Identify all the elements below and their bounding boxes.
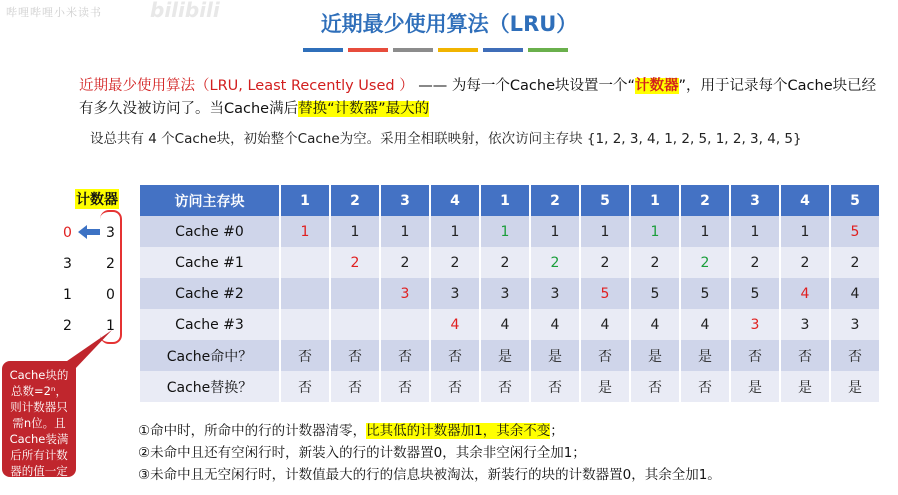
- table-cell: 1: [531, 216, 579, 247]
- table-cell: 否: [481, 371, 529, 402]
- table-cell: 3: [731, 309, 779, 340]
- color-bar-4: [483, 48, 523, 52]
- table-row: [140, 216, 879, 247]
- table-cell: 5: [631, 278, 679, 309]
- row-label: Cache命中？: [140, 340, 279, 371]
- table-cell: 否: [531, 371, 579, 402]
- rules-list: [138, 420, 898, 486]
- color-bar-0: [303, 48, 343, 52]
- table-cell: 1: [281, 216, 329, 247]
- table-cell: 否: [381, 371, 429, 402]
- table-row: [140, 309, 879, 340]
- table-cell: 3: [781, 309, 829, 340]
- intro-paragraph: [79, 75, 879, 121]
- counter-value: 3: [106, 225, 115, 241]
- table-cell: 2: [331, 247, 379, 278]
- counter-value: 2: [106, 256, 115, 272]
- table-cell: 2: [481, 247, 529, 278]
- access-header-cell: 5: [831, 185, 879, 216]
- lru-table: [138, 185, 881, 402]
- rule-1-highlight: 比其低的计数器加1，其余不变: [366, 423, 551, 439]
- table-cell: 2: [531, 247, 579, 278]
- intro-text-1: —— 为每一个Cache块设置一个“: [413, 78, 636, 94]
- access-header-cell: 3: [381, 185, 429, 216]
- row-label: Cache #0: [140, 216, 279, 247]
- table-row: [140, 340, 879, 371]
- table-cell: 是: [781, 371, 829, 402]
- table-cell: 4: [481, 309, 529, 340]
- counter-label: 计数器: [75, 189, 119, 209]
- table-cell: [281, 309, 329, 340]
- color-bar-1: [348, 48, 388, 52]
- access-header-cell: 2: [531, 185, 579, 216]
- rule-1: [138, 420, 898, 442]
- table-cell: 2: [781, 247, 829, 278]
- table-cell: 4: [631, 309, 679, 340]
- intro-counter-term: 计数器: [635, 78, 679, 94]
- counter-note: Cache块的总数=2ⁿ，则计数器只需n位。且Cache装满后所有计数器的值一定不重复: [2, 361, 76, 477]
- access-header-cell: 4: [431, 185, 479, 216]
- table-cell: 5: [581, 278, 629, 309]
- table-cell: 是: [581, 371, 629, 402]
- table-cell: 4: [531, 309, 579, 340]
- table-cell: 4: [431, 309, 479, 340]
- table-cell: 2: [731, 247, 779, 278]
- access-header-cell: 2: [681, 185, 729, 216]
- table-cell: 是: [731, 371, 779, 402]
- table-cell: 4: [831, 278, 879, 309]
- rule-1-text: ①命中时，所命中的行的计数器清零，: [138, 423, 367, 439]
- intro-text-2: ”，用于记录每个Cache块已经有多久没被访问了。当Cache满后: [79, 78, 877, 117]
- table-cell: 1: [731, 216, 779, 247]
- table-cell: [381, 309, 429, 340]
- rule-1-end: ；: [550, 423, 564, 439]
- table-cell: 1: [481, 216, 529, 247]
- row-label: Cache #1: [140, 247, 279, 278]
- page-title: 近期最少使用算法（LRU）: [320, 12, 578, 36]
- table-cell: 4: [681, 309, 729, 340]
- table-cell: 否: [581, 340, 629, 371]
- counter-old-value: 0: [63, 225, 72, 241]
- access-header-cell: 3: [731, 185, 779, 216]
- table-cell: 2: [581, 247, 629, 278]
- table-cell: 4: [781, 278, 829, 309]
- counter-old-value: 2: [63, 318, 72, 334]
- access-header-cell: 5: [581, 185, 629, 216]
- table-cell: 3: [381, 278, 429, 309]
- table-cell: 否: [381, 340, 429, 371]
- table-header-row: [140, 185, 879, 216]
- watermark-text: 哔哩哔哩小米读书: [6, 6, 102, 19]
- color-bar-3: [438, 48, 478, 52]
- table-cell: 是: [831, 371, 879, 402]
- rule-3: ③未命中且无空闲行时，计数值最大的行的信息块被淘汰，新装行的块的计数器置0，其余全加1。: [138, 467, 721, 483]
- table-cell: 否: [431, 340, 479, 371]
- access-header-cell: 4: [781, 185, 829, 216]
- table-cell: 3: [481, 278, 529, 309]
- table-cell: 4: [581, 309, 629, 340]
- counter-value: 0: [106, 287, 115, 303]
- table-cell: 否: [281, 340, 329, 371]
- table-cell: 否: [681, 371, 729, 402]
- table-cell: 1: [431, 216, 479, 247]
- access-header-cell: 1: [481, 185, 529, 216]
- table-cell: 是: [481, 340, 529, 371]
- table-cell: 5: [731, 278, 779, 309]
- table-cell: [331, 309, 379, 340]
- table-header-label: 访问主存块: [140, 185, 279, 216]
- intro-highlight: 替换“计数器”最大的: [298, 101, 430, 117]
- table-cell: 否: [331, 340, 379, 371]
- table-cell: 是: [631, 340, 679, 371]
- table-cell: 1: [681, 216, 729, 247]
- title-color-bars: [303, 48, 568, 52]
- intro-algorithm-name: 近期最少使用算法（LRU, Least Recently Used ）: [79, 78, 414, 94]
- table-cell: 否: [831, 340, 879, 371]
- row-label: Cache #3: [140, 309, 279, 340]
- table-cell: [281, 278, 329, 309]
- table-cell: 否: [631, 371, 679, 402]
- table-cell: 2: [431, 247, 479, 278]
- table-cell: 是: [531, 340, 579, 371]
- table-cell: 1: [631, 216, 679, 247]
- color-bar-2: [393, 48, 433, 52]
- table-cell: [281, 247, 329, 278]
- table-cell: 1: [331, 216, 379, 247]
- arrow-left-icon: [78, 225, 102, 239]
- table-cell: 1: [781, 216, 829, 247]
- setup-paragraph: 设总共有 4 个Cache块，初始整个Cache为空。采用全相联映射，依次访问主存块 {1, 2, 3, 4, 1, 2, 5, 1, 2, 3, 4, 5}: [90, 131, 802, 147]
- table-cell: 3: [531, 278, 579, 309]
- counter-value: 1: [106, 318, 115, 334]
- table-cell: 否: [731, 340, 779, 371]
- table-cell: [331, 278, 379, 309]
- table-cell: 否: [431, 371, 479, 402]
- table-cell: 2: [681, 247, 729, 278]
- bilibili-logo: bilibili: [150, 0, 220, 22]
- table-cell: 5: [831, 216, 879, 247]
- table-row: [140, 278, 879, 309]
- table-cell: 1: [581, 216, 629, 247]
- table-cell: 5: [681, 278, 729, 309]
- table-cell: 是: [681, 340, 729, 371]
- table-row: [140, 371, 879, 402]
- access-header-cell: 1: [631, 185, 679, 216]
- row-label: Cache替换？: [140, 371, 279, 402]
- counter-old-value: 3: [63, 256, 72, 272]
- table-cell: 2: [381, 247, 429, 278]
- table-cell: 2: [631, 247, 679, 278]
- access-header-cell: 1: [281, 185, 329, 216]
- counter-old-value: 1: [63, 287, 72, 303]
- table-row: [140, 247, 879, 278]
- table-cell: 3: [831, 309, 879, 340]
- table-cell: 1: [381, 216, 429, 247]
- color-bar-5: [528, 48, 568, 52]
- rule-2: ②未命中且还有空闲行时，新装入的行的计数器置0，其余非空闲行全加1；: [138, 445, 586, 461]
- row-label: Cache #2: [140, 278, 279, 309]
- table-cell: 3: [431, 278, 479, 309]
- access-header-cell: 2: [331, 185, 379, 216]
- table-cell: 否: [781, 340, 829, 371]
- table-cell: 2: [831, 247, 879, 278]
- table-cell: 否: [281, 371, 329, 402]
- table-cell: 否: [331, 371, 379, 402]
